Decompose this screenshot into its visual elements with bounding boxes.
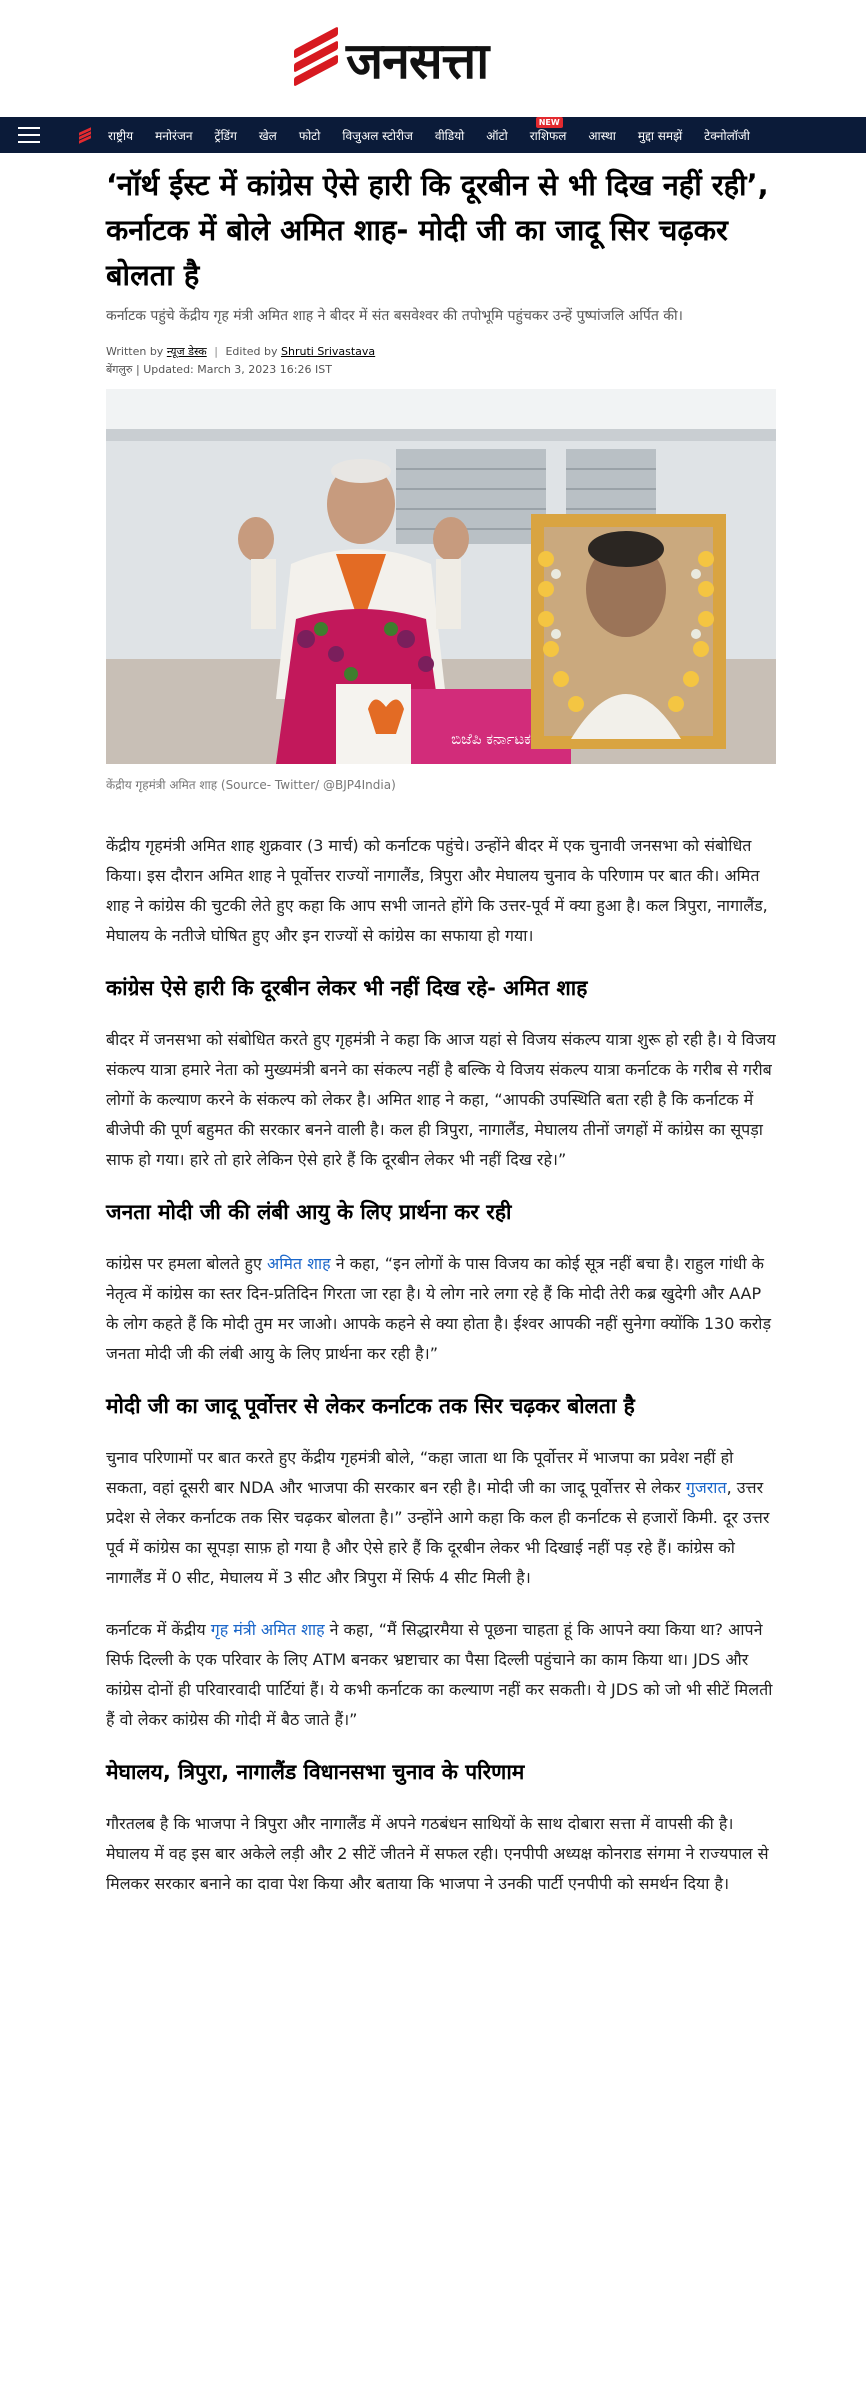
location: बेंगलुरु: [106, 363, 133, 376]
nav-item-faith[interactable]: आस्था: [588, 128, 616, 143]
amit-shah-link[interactable]: अमित शाह: [266, 1254, 331, 1273]
section-heading-3: मोदी जी का जादू पूर्वोत्तर से लेकर कर्नाटक तक सिर चढ़कर बोलता है: [106, 1394, 635, 1418]
nav-item-technology[interactable]: टेक्नोलॉजी: [704, 128, 750, 143]
new-badge: NEW: [536, 117, 563, 128]
nav-item-visual-stories[interactable]: विजुअल स्टोरीज: [342, 128, 413, 143]
paragraph-4-text-b: , उत्तर प्रदेश से लेकर कर्नाटक तक सिर चढ़कर बोलता है।” उन्होंने आगे कहा कि कल ही कर्नाटक से हजारों किमी. दूर उत्तर पूर्व में कांग्रेस का सूपड़ा साफ़ हो गया है और ऐसे हारे हैं कि दूरबीन लेकर भी दिखाई नहीं पड़ रहे हैं। कांग्रेस को नागालैंड में 0 सीट, मेघालय में 3 सीट और त्रिपुरा में सिर्फ 4 सीट मिली है।: [106, 1478, 770, 1587]
nav-item-horoscope[interactable]: [529, 117, 567, 144]
paragraph-3: [106, 1249, 776, 1369]
paragraph-2: बीदर में जनसभा को संबोधित करते हुए गृहमंत्री ने कहा कि आज यहां से विजय संकल्प यात्रा शुरू हो रही है। ये विजय संकल्प यात्रा हमारे नेता को मुख्यमंत्री बनने का संकल्प नहीं है बल्कि ये विजय संकल्प यात्रा कर्नाटक के गरीब से गरीब लोगों के कल्याण करने के संकल्प को लेकर है। अमित शाह ने कहा, “आपकी उपस्थिति बता रही है कि कर्नाटक में बीजेपी की पूर्ण बहुमत की सरकार बनने वाली है। कल ही त्रिपुरा, नागालैंड, मेघालय तीनों जगहों में कांग्रेस का सूपड़ा साफ हो गया। हारे तो हारे लेकिन ऐसे हारे हैं कि दूरबीन लेकर भी नहीं दिख रहे।”: [106, 1030, 776, 1169]
section-heading-2: जनता मोदी जी की लंबी आयु के लिए प्रार्थना कर रही: [106, 1200, 512, 1224]
masthead: [0, 0, 866, 117]
paragraph-5-text-a: कर्नाटक में केंद्रीय: [106, 1620, 211, 1639]
paragraph-3-text-b: ने कहा, “इन लोगों के पास विजय का कोई सूत्र नहीं बचा है। राहुल गांधी के नेतृत्व में कांग्रेस का स्तर दिन-प्रतिदिन गिरता जा रहा है। ये लोग नारे लगा रहे हैं कि मोदी तेरी कब्र खुदेगी और AAP के लोग कहते हैं कि मोदी तुम मर जाओ। आपके कहने से क्या होता है। ईश्वर आपकी नहीं सुनेगा क्योंकि 130 करोड़ जनता मोदी जी की लंबी आयु के लिए प्रार्थना कर रही है।”: [106, 1254, 772, 1363]
paragraph-4: [106, 1443, 776, 1593]
nav-item-videos[interactable]: वीडियो: [434, 128, 465, 143]
nav-item-auto[interactable]: ऑटो: [486, 128, 508, 143]
paragraph-5-text-b: ने कहा, “मैं सिद्धारमैया से पूछना चाहता हूं कि आपने क्या किया था? आपने सिर्फ दिल्ली के एक परिवार के लिए ATM बनकर भ्रष्टाचार का पैसा दिल्ली पहुंचाने का काम किया था। JDS और कांग्रेस दोनों ही परिवारवादी पार्टियां हैं। ये कभी कर्नाटक का कल्याण नहीं कर सकती। ये JDS को जो भी सीटें मिलती हैं वो लेकर कांग्रेस की गोदी में बैठ जाते हैं।”: [106, 1620, 773, 1729]
edited-by-label: Edited by: [225, 345, 278, 358]
hero-photo-illustration: [106, 389, 776, 764]
paragraph-4-text-a: चुनाव परिणामों पर बात करते हुए केंद्रीय गृहमंत्री बोले, “कहा जाता था कि पूर्वोत्तर में भाजपा का प्रवेश नहीं हो सकता, वहां दूसरी बार NDA और भाजपा की सरकार बन रही है। मोदी जी का जादू पूर्वोत्तर से लेकर: [106, 1448, 734, 1497]
article: [106, 153, 776, 1921]
paragraph-1: केंद्रीय गृहमंत्री अमित शाह शुक्रवार (3 मार्च) को कर्नाटक पहुंचे। उन्होंने बीदर में एक चुनावी जनसभा को संबोधित किया। इस दौरान अमित शाह ने पूर्वोत्तर राज्यों नागालैंड, त्रिपुरा और मेघालय चुनाव के परिणाम पर बात की। अमित शाह ने कांग्रेस की चुटकी लेते हुए कहा कि आप सभी जानते होंगे कि उत्तर-पूर्व में क्या हुआ है। कल त्रिपुरा, नागालैंड, मेघालय के नतीजे घोषित हुए और इन राज्यों से कांग्रेस का सफाया हो गया।: [106, 836, 768, 945]
paragraph-6: गौरतलब है कि भाजपा ने त्रिपुरा और नागालैंड में अपने गठबंधन साथियों के साथ दोबारा सत्ता में वापसी की है। मेघालय में वह इस बार अकेले लड़ी और 2 सीटें जीतने में सफल रही। एनपीपी अध्यक्ष कोनराड संगमा ने राज्यपाल से मिलकर सरकार बनाने का दावा पेश किया और बताया कि भाजपा ने उनकी पार्टी एनपीपी को समर्थन दिया है।: [106, 1814, 769, 1893]
editor-link[interactable]: Shruti Srivastava: [281, 345, 376, 358]
written-by-label: Written by: [106, 345, 164, 358]
nav-item-sports[interactable]: खेल: [258, 128, 277, 143]
dateline-separator: |: [136, 363, 140, 376]
menu-icon[interactable]: [18, 127, 40, 143]
gujarat-link[interactable]: गुजरात: [685, 1478, 727, 1497]
brand-name: जनसत्ता: [346, 32, 489, 90]
nav-item-explained[interactable]: मुद्दा समझें: [637, 128, 683, 143]
hero-image: [106, 389, 776, 764]
hero-sign-text: ಬಿಜೆಪಿ ಕರ್ನಾಟಕ: [451, 730, 531, 748]
nav-item-entertainment[interactable]: मनोरंजन: [155, 128, 193, 143]
section-heading-1: कांग्रेस ऐसे हारी कि दूरबीन लेकर भी नहीं दिख रहे- अमित शाह: [106, 976, 588, 1000]
paragraph-5: [106, 1615, 776, 1735]
byline: [106, 343, 776, 361]
updated-timestamp: Updated: March 3, 2023 16:26 IST: [143, 363, 332, 376]
nav-item-horoscope-label: राशिफल: [529, 128, 567, 143]
dateline: [106, 361, 776, 379]
nav-item-trending[interactable]: ट्रेंडिंग: [214, 128, 237, 143]
author-link[interactable]: न्यूज डेस्क: [166, 345, 207, 358]
paragraph-3-text-a: कांग्रेस पर हमला बोलते हुए: [106, 1254, 267, 1273]
article-headline: ‘नॉर्थ ईस्ट में कांग्रेस ऐसे हारी कि दूरबीन से भी दिख नहीं रही’, कर्नाटक में बोले अमित शाह- मोदी जी का जादू सिर चढ़कर बोलता है: [106, 168, 769, 292]
section-heading-4: मेघालय, त्रिपुरा, नागालैंड विधानसभा चुनाव के परिणाम: [106, 1760, 525, 1784]
main-nav: [0, 117, 866, 153]
nav-item-photos[interactable]: फोटो: [298, 128, 321, 143]
article-subheadline: कर्नाटक पहुंचे केंद्रीय गृह मंत्री अमित शाह ने बीदर में संत बसवेश्वर की तपोभूमि पहुंचकर उन्हें पुष्पांजलि अर्पित की।: [106, 308, 683, 324]
home-logo-icon[interactable]: [78, 128, 92, 142]
nav-items: [108, 117, 772, 153]
image-caption: केंद्रीय गृहमंत्री अमित शाह (Source- Twitter/ @BJP4India): [106, 778, 396, 792]
logo-stripes-icon: [286, 30, 342, 92]
byline-separator: |: [214, 345, 218, 358]
brand-logo[interactable]: [286, 30, 488, 92]
nav-item-national[interactable]: राष्ट्रीय: [108, 128, 134, 143]
home-minister-link[interactable]: गृह मंत्री अमित शाह: [210, 1620, 325, 1639]
